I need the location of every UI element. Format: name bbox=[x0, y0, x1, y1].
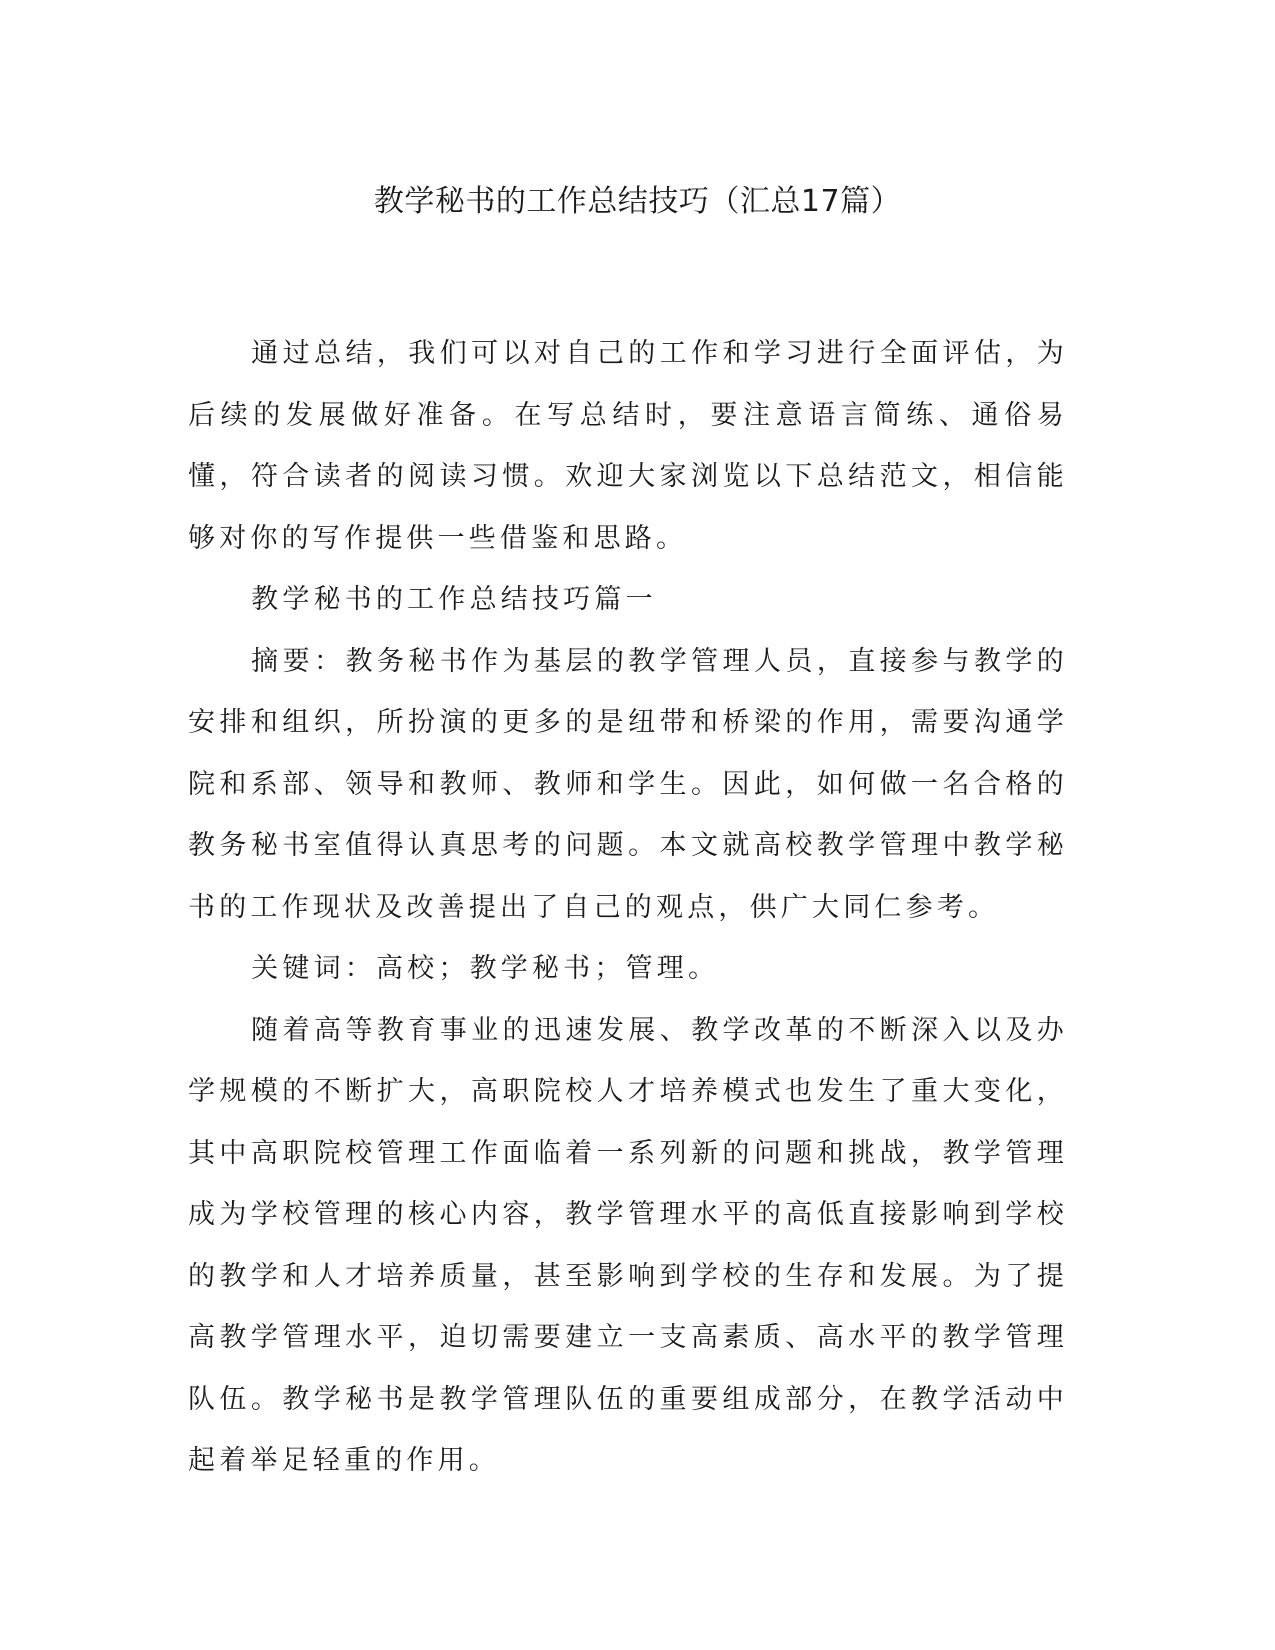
abstract-paragraph: 摘要：教务秘书作为基层的教学管理人员，直接参与教学的安排和组织，所扮演的更多的是纽带和桥梁的作用，需要沟通学院和系部、领导和教师、教师和学生。因此，如何做一名合格的教务秘书室值得认真思考的问题。本文就高校教学管理中教学秘书的工作现状及改善提出了自己的观点，供广大同仁参考。 bbox=[188, 645, 1068, 923]
document-title: 教学秘书的工作总结技巧（汇总17篇） bbox=[373, 184, 902, 219]
intro-paragraph: 通过总结，我们可以对自己的工作和学习进行全面评估，为后续的发展做好准备。在写总结时，要注意语言简练、通俗易懂，符合读者的阅读习惯。欢迎大家浏览以下总结范文，相信能够对你的写作提供一些借鉴和思路。 bbox=[188, 338, 1068, 554]
section-heading: 教学秘书的工作总结技巧篇一 bbox=[251, 584, 657, 615]
body-paragraph: 随着高等教育事业的迅速发展、教学改革的不断深入以及办学规模的不断扩大，高职院校人才培养模式也发生了重大变化，其中高职院校管理工作面临着一系列新的问题和挑战，教学管理成为学校管理的核心内容，教学管理水平的高低直接影响到学校的教学和人才培养质量，甚至影响到学校的生存和发展。为了提高教学管理水平，迫切需要建立一支高素质、高水平的教学管理队伍。教学秘书是教学管理队伍的重要组成部分，在教学活动中起着举足轻重的作用。 bbox=[188, 1014, 1068, 1476]
document-body bbox=[188, 323, 1068, 1492]
keywords-paragraph: 关键词：高校；教学秘书；管理。 bbox=[251, 953, 720, 984]
